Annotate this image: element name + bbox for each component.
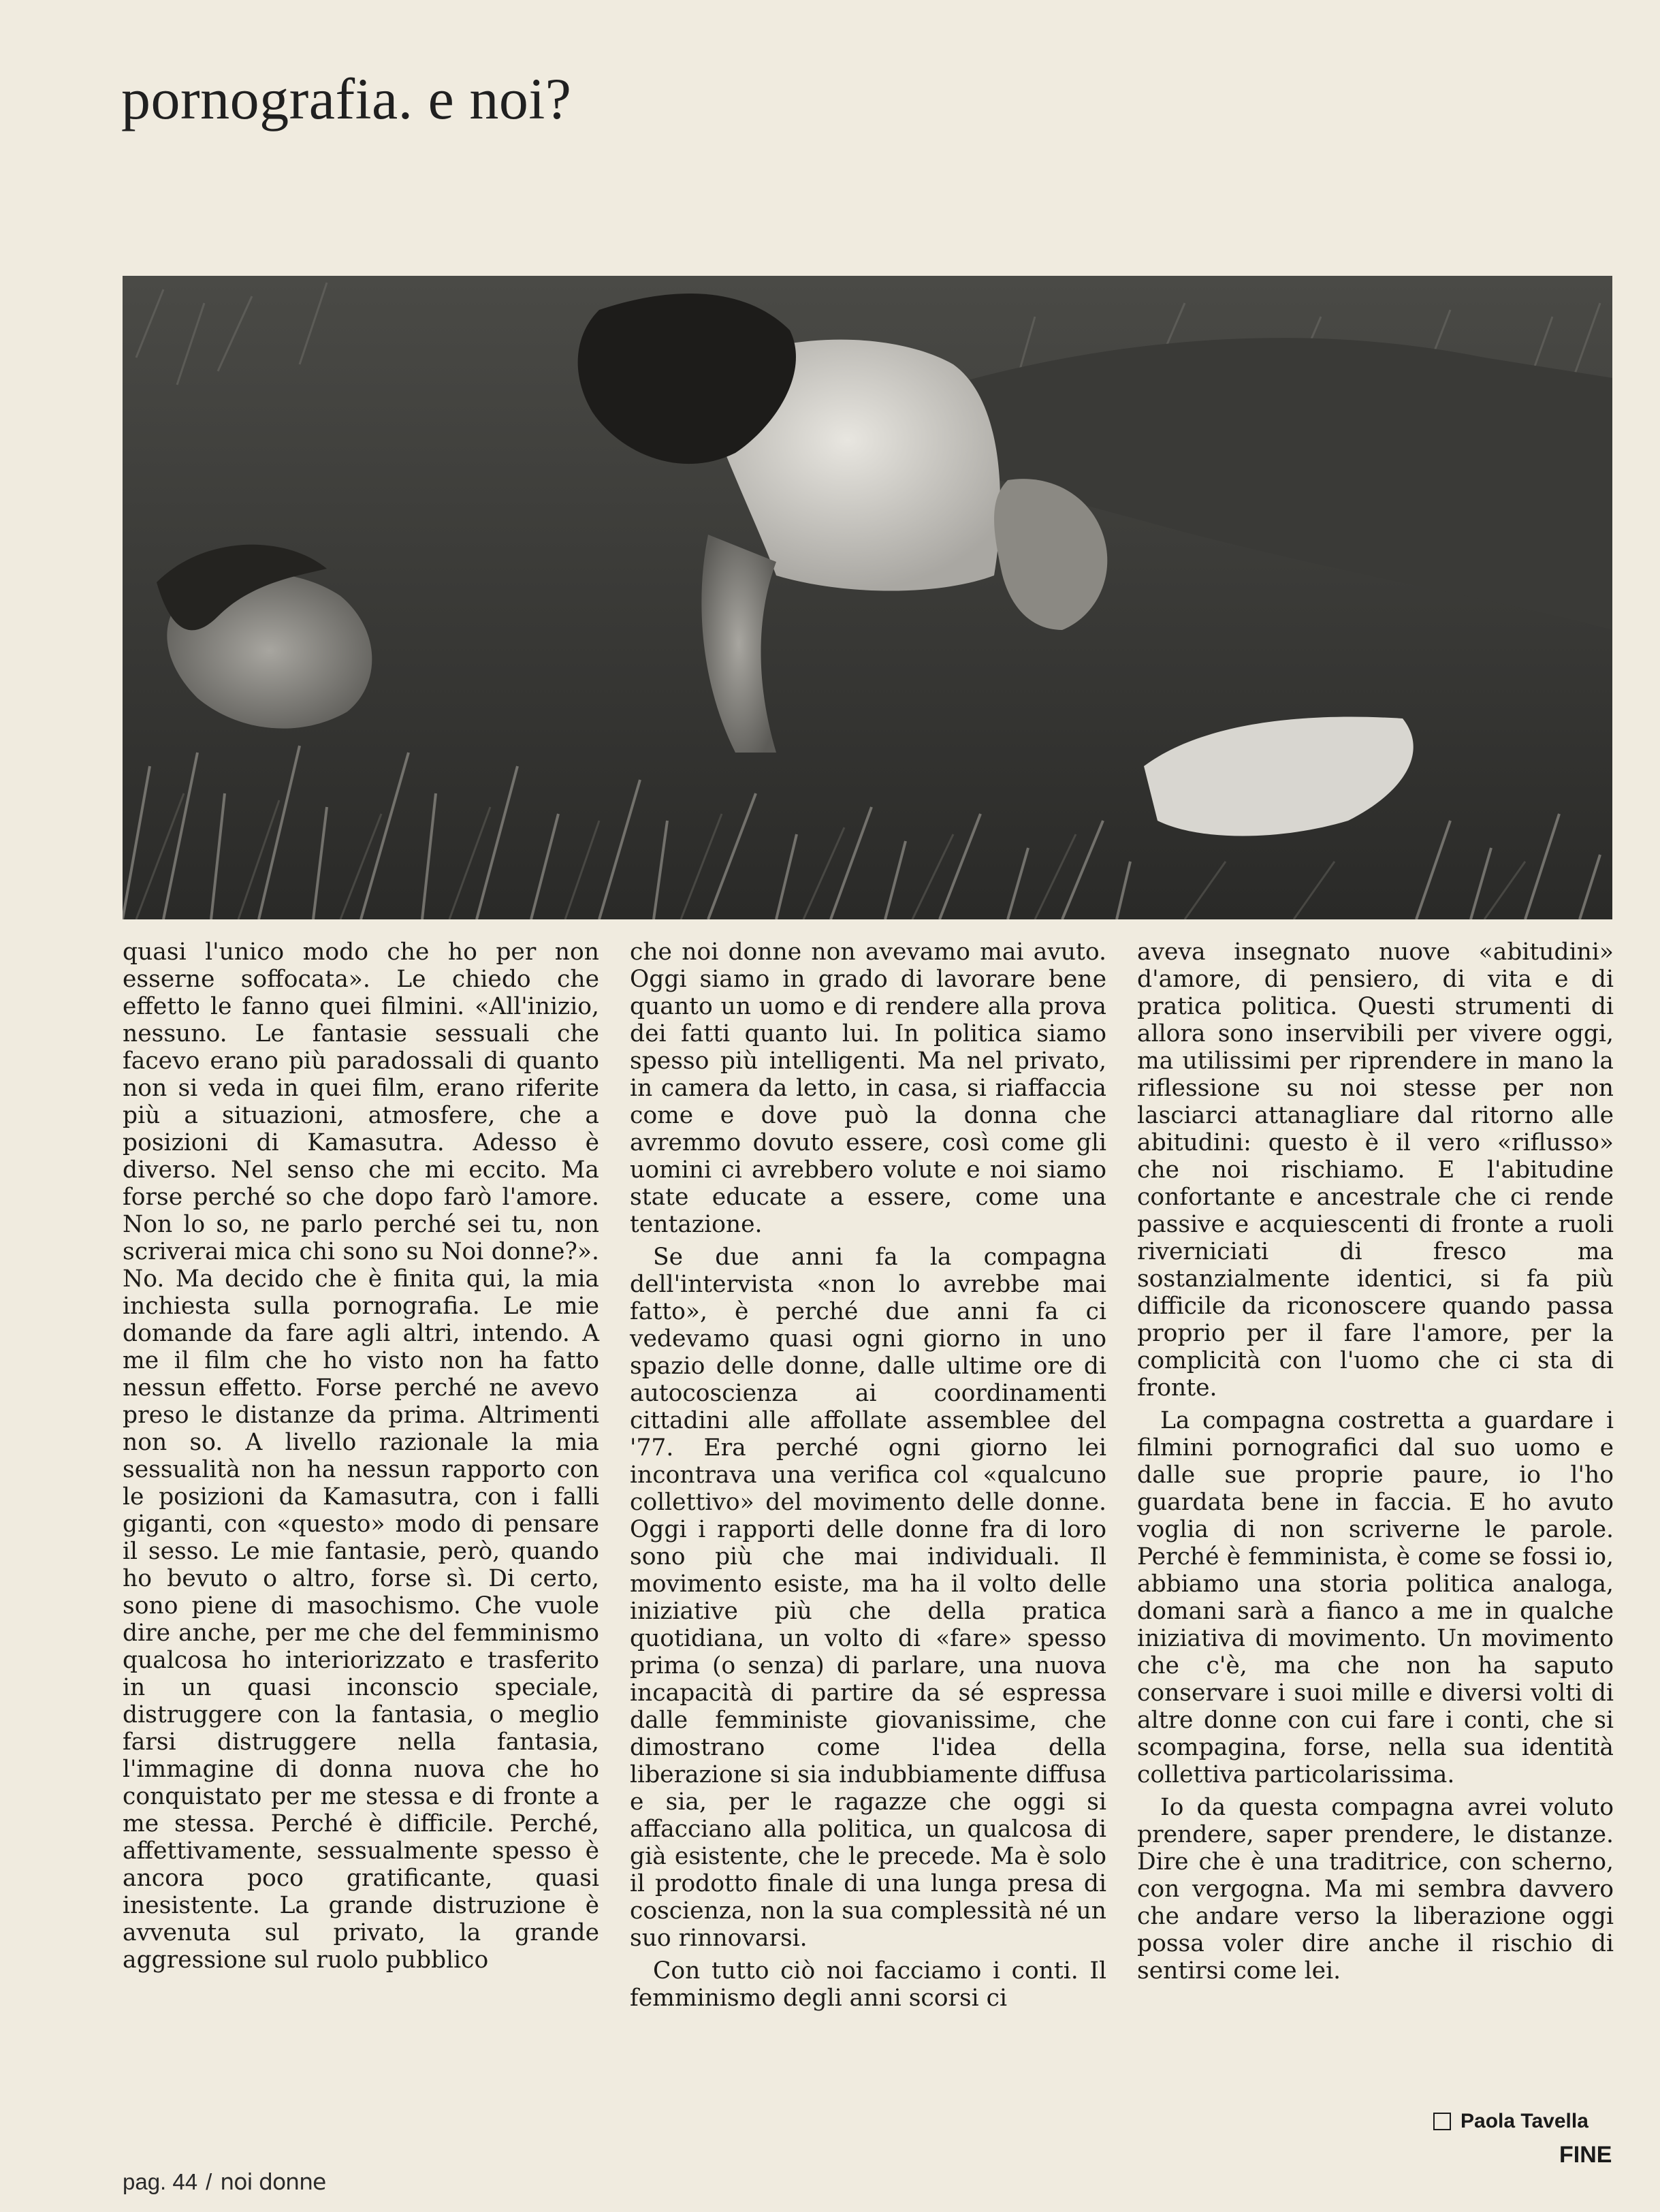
- paragraph: Io da questa compagna avrei voluto prendere, saper prendere, le distanze. Dire che è una traditrice, con scherno, con vergogna. Ma mi sembra davvero che andare verso la liberazione oggi possa voler dire anche il rischio di sentirsi come lei.: [1137, 1794, 1614, 1985]
- square-bullet-icon: [1433, 2113, 1451, 2130]
- paragraph: quasi l'unico modo che ho per non esserne soffocata». Le chiedo che effetto le fanno quei filmini. «All'inizio, nessuno. Le fantasie sessuali che facevo erano più paradossali di quanto non si veda in quei film, erano riferite più a situazioni, atmosfere, che a posizioni di Kamasutra. Adesso è diverso. Nel senso che mi eccito. Ma forse perché so che dopo farò l'amore. Non lo so, ne parlo perché sei tu, non scriverai mica chi sono su Noi donne?». No. Ma decido che è finita qui, la mia inchiesta sulla pornografia. Le mie domande da fare agli altri, intendo. A me il film che ho visto non ha fatto nessun effetto. Forse perché ne avevo preso le distanze da prima. Altrimenti non so. A livello razionale la mia sessualità non ha nessun rapporto con le posizioni da Kamasutra, con i falli giganti, con «questo» modo di pensare il sesso. Le mie fantasie, però, quando ho bevuto o altro, forse sì. Di certo, sono piene di masochismo. Che vuole dire anche, per me che del femminismo qualcosa ho interiorizzato e trasferito in un quasi inconscio speciale, distruggere con la fantasia, o meglio farsi distruggere nella fantasia, l'immagine di donna nuova che ho conquistato per me stessa e di fronte a me stessa. Perché è difficile. Perché, affettivamente, sessualmente spesso è ancora poco gratificante, quasi inesistente. La grande distruzione è avvenuta sul privato, la grande aggressione sul ruolo pubblico: [123, 938, 599, 1974]
- article-end-mark: FINE: [1559, 2142, 1612, 2168]
- article-title: pornografia. e noi?: [121, 66, 572, 131]
- page-number: pag. 44: [123, 2169, 198, 2194]
- photograph-two-women-kissing-in-grass: [123, 276, 1612, 919]
- footer-separator: /: [206, 2169, 212, 2194]
- author-name: Paola Tavella: [1461, 2110, 1589, 2132]
- paragraph: che noi donne non avevamo mai avuto. Oggi siamo in grado di lavorare bene quanto un uomo e di rendere alla prova dei fatti quanto lui. In politica siamo spesso più intelligenti. Ma nel privato, in camera da letto, in casa, si riaffaccia come e dove può la donna che avremmo dovuto essere, così come gli uomini ci avrebbero volute e noi siamo state educate a essere, come una tentazione.: [630, 938, 1106, 1238]
- paragraph: aveva insegnato nuove «abitudini» d'amore, di pensiero, di vita e di pratica politica. Questi strumenti di allora sono inservibili per vivere oggi, ma utilissimi per riprendere in mano la riflessione su noi stesse per non lasciarci attanagliare dal ritorno alle abitudini: questo è il vero «riflusso» che noi rischiamo. E l'abitudine confortante e ancestrale che ci rende passive e acquiescenti di fronte a ruoli riverniciati di fresco ma sostanzialmente identici, si fa più difficile da riconoscere quando passa proprio per il fare l'amore, per la complicità con l'uomo che ci sta di fronte.: [1137, 938, 1614, 1402]
- page-footer: [123, 2168, 325, 2195]
- article-photo: [123, 276, 1612, 919]
- magazine-name: noi donne: [220, 2168, 326, 2195]
- text-column-2: [630, 938, 1106, 2012]
- text-column-3: [1137, 938, 1614, 1985]
- paragraph: Con tutto ciò noi facciamo i conti. Il femminismo degli anni scorsi ci: [630, 1957, 1106, 2012]
- text-column-1: [123, 938, 599, 1974]
- paragraph: Se due anni fa la compagna dell'intervista «non lo avrebbe mai fatto», è perché due anni fa ci vedevamo quasi ogni giorno in uno spazio delle donne, dalle ultime ore di autocoscienza ai coordinamenti cittadini alle affollate assemblee del '77. Era perché ogni giorno lei incontrava una verifica col «qualcuno collettivo» del movimento delle donne. Oggi i rapporti delle donne fra di loro sono più che mai individuali. Il movimento esiste, ma ha il volto delle iniziative più che della pratica quotidiana, un volto di «fare» spesso prima (o senza) di parlare, una nuova incapacità di partire da sé espressa dalle femministe giovanissime, che dimostrano come l'idea della liberazione si sia indubbiamente diffusa e sia, per le ragazze che oggi si affacciano alla politica, un qualcosa di già esistente, che le precede. Ma è solo il prodotto finale di una lunga presa di coscienza, non la sua complessità né un suo rinnovarsi.: [630, 1244, 1106, 1952]
- author-signature: [1433, 2110, 1589, 2133]
- paragraph: La compagna costretta a guardare i filmini pornografici dal suo uomo e dalle sue proprie paure, io l'ho guardata bene in faccia. E ho avuto voglia di non scriverne le parole. Perché è femminista, è come se fossi io, abbiamo una storia politica analoga, domani sarà a fianco a me in qualche iniziativa di movimento. Un movimento che c'è, ma che non ha saputo conservare i suoi mille e diversi volti di altre donne con cui fare i conti, che si scompagina, forse, nella sua identità collettiva particolarissima.: [1137, 1407, 1614, 1788]
